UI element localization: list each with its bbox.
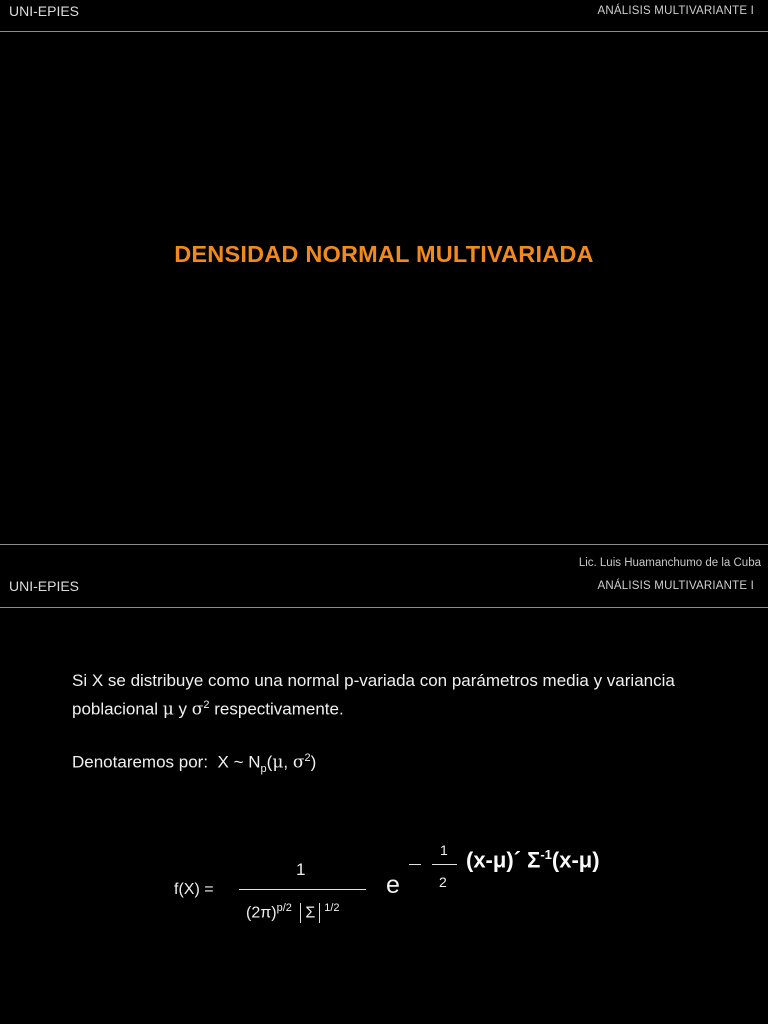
slide-title: DENSIDAD NORMAL MULTIVARIADA: [174, 241, 594, 267]
minus-sign: [409, 864, 421, 865]
determinant-bar-left: [300, 903, 301, 923]
half-numerator: 1: [440, 842, 448, 858]
header-course: ANÁLISIS MULTIVARIANTE I: [597, 5, 754, 17]
exponential-base: e: [386, 871, 400, 899]
determinant-bar-right: [319, 903, 320, 923]
header-divider: [0, 607, 768, 608]
footer-author: Lic. Luis Huamanchumo de la Cuba: [578, 557, 761, 569]
header-org: UNI-EPIES: [9, 578, 80, 594]
fraction-numerator: 1: [296, 860, 306, 879]
half-fraction-bar: [432, 864, 457, 865]
notation-paragraph: Denotaremos por: X ~ $N_p(\mu$, $\sigma^2$): [72, 752, 317, 776]
half-denominator: 2: [439, 874, 447, 890]
footer-divider: [0, 544, 768, 545]
header-course: ANÁLISIS MULTIVARIANTE I: [597, 580, 754, 592]
fraction-denominator: $(2\pi)^{p/2}$ Σ $^{1/2}$: [246, 902, 340, 922]
definition-paragraph: Si X se distribuye como una normal p-variada con parámetros media y variancia poblacional μ y $\sigma^2$ respectivamente.: [72, 671, 675, 720]
header-org: UNI-EPIES: [9, 3, 80, 19]
formula-lhs: f(X) =: [174, 881, 214, 898]
fraction-bar: [239, 889, 366, 890]
quadratic-form: (x-μ)´ $\Sigma^{-1}(x-\mu)$: [466, 847, 600, 873]
content-slide: [0, 571, 768, 1024]
header-divider: [0, 31, 768, 32]
